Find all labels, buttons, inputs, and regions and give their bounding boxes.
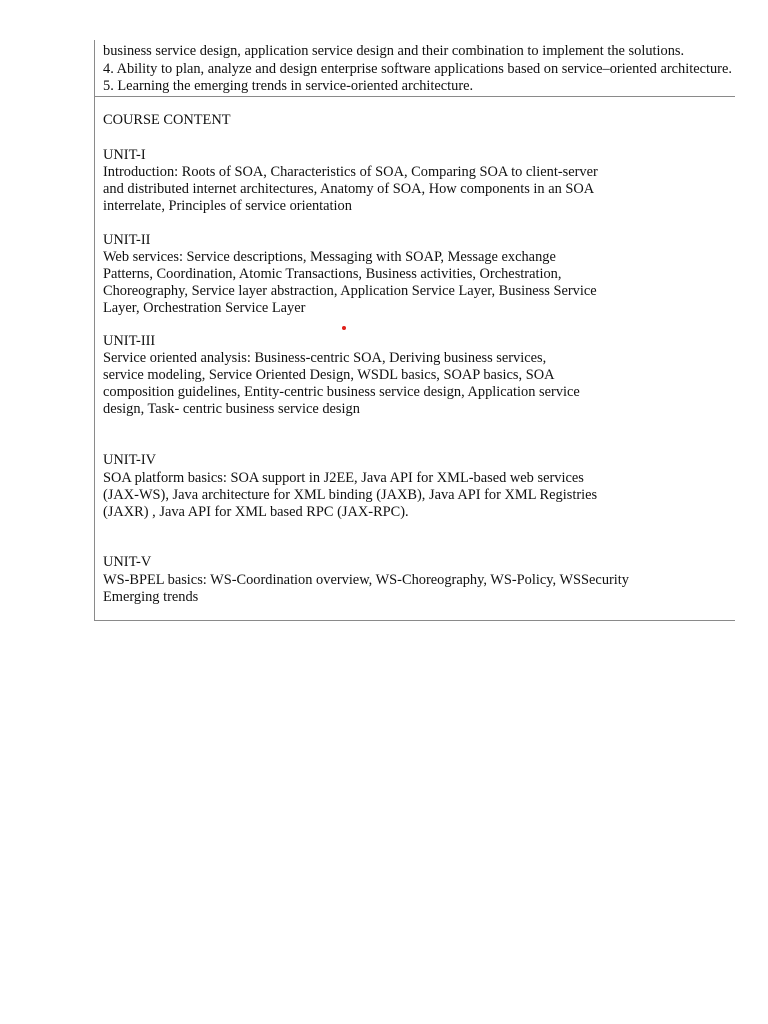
unit-2-line: Choreography, Service layer abstraction, Application Service Layer, Business Service xyxy=(103,283,597,299)
unit-5-title: UNIT-V xyxy=(103,554,152,570)
red-marker-dot xyxy=(342,326,346,330)
unit-3-line: design, Task- centric business service design xyxy=(103,401,360,417)
unit-2-title: UNIT-II xyxy=(103,232,151,248)
unit-5-line: WS-BPEL basics: WS-Coordination overview, WS-Choreography, WS-Policy, WSSecurity xyxy=(103,572,629,588)
unit-1-title: UNIT-I xyxy=(103,147,146,163)
objective-line-3: 5. Learning the emerging trends in service-oriented architecture. xyxy=(103,78,474,94)
unit-4-title: UNIT-IV xyxy=(103,452,157,468)
table-left-border xyxy=(94,40,95,621)
table-bottom-border xyxy=(94,620,735,621)
unit-1-line: interrelate, Principles of service orientation xyxy=(103,198,352,214)
unit-4-line: (JAXR) , Java API for XML based RPC (JAX-RPC). xyxy=(103,504,409,520)
objective-line-2: 4. Ability to plan, analyze and design enterprise software applications based on service–oriented architecture. xyxy=(103,61,732,77)
unit-3-title: UNIT-III xyxy=(103,333,156,349)
unit-2-line: Layer, Orchestration Service Layer xyxy=(103,300,306,316)
unit-3-line: composition guidelines, Entity-centric business service design, Application service xyxy=(103,384,580,400)
unit-4-line: SOA platform basics: SOA support in J2EE, Java API for XML-based web services xyxy=(103,470,584,486)
unit-2-line: Patterns, Coordination, Atomic Transactions, Business activities, Orchestration, xyxy=(103,266,562,282)
unit-2-line: Web services: Service descriptions, Messaging with SOAP, Message exchange xyxy=(103,249,556,265)
unit-4-line: (JAX-WS), Java architecture for XML binding (JAXB), Java API for XML Registries xyxy=(103,487,598,503)
unit-1-line: Introduction: Roots of SOA, Characteristics of SOA, Comparing SOA to client-server xyxy=(103,164,598,180)
unit-3-line: Service oriented analysis: Business-centric SOA, Deriving business services, xyxy=(103,350,547,366)
course-content-heading: COURSE CONTENT xyxy=(103,112,231,128)
unit-5-line: Emerging trends xyxy=(103,589,199,605)
unit-3-line: service modeling, Service Oriented Design, WSDL basics, SOAP basics, SOA xyxy=(103,367,555,383)
objective-line-1: business service design, application service design and their combination to implement the solutions. xyxy=(103,43,685,59)
unit-1-line: and distributed internet architectures, Anatomy of SOA, How components in an SOA xyxy=(103,181,595,197)
table-row-divider xyxy=(94,96,735,97)
